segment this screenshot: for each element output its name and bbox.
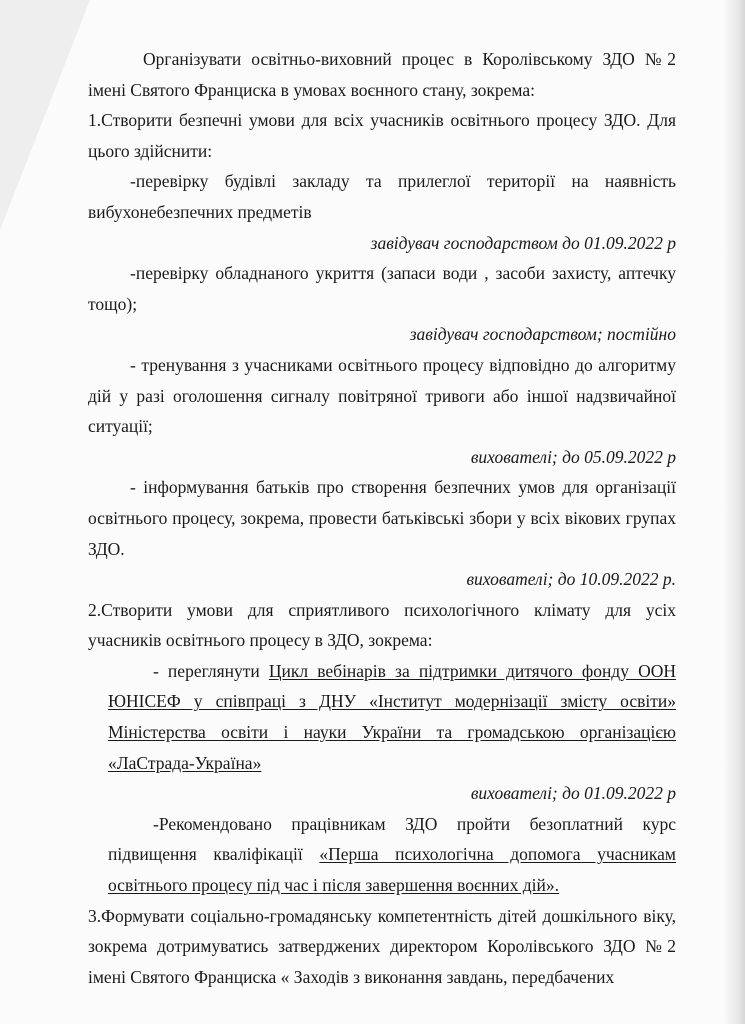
item-3-heading: 3.Формувати соціально-громадянську компетентність дітей дошкільного віку, зокрема дотримуватись затверджених директором Королівського ЗДО №2 імені Святого Франциска « Заходів з виконання завдань, передбачених (88, 905, 676, 987)
item-1a-responsible: завідувач господарством до 01.09.2022 р (370, 232, 676, 253)
item-2a-prefix: - переглянути (153, 660, 269, 681)
webinar-cycle-link[interactable]: Цикл вебінарів за підтримки дитячого фонду ООН ЮНІСЕФ у співпраці з ДНУ «Інститут модернізації змісту освіти» Міністерства освіти і науки України та громадською організацією «ЛаСтрада-Україна» (108, 660, 676, 773)
item-1-heading: 1.Створити безпечні умови для всіх учасників освітнього процесу ЗДО. Для цього здійснити: (88, 110, 676, 161)
item-2a-responsible: вихователі; до 01.09.2022 р (470, 783, 676, 804)
document-body (88, 44, 676, 992)
item-1c-text: - тренування з учасниками освітнього процесу відповідно до алгоритму дій у разі оголошення сигналу повітряної тривоги або іншої надзвичайної ситуації; (88, 354, 676, 437)
item-1d-text: - інформування батьків про створення безпечних умов для організації освітнього процесу, зокрема, провести батьківські збори у всіх вікових групах ЗДО. (88, 477, 676, 559)
first-aid-course-link[interactable]: «Перша психологічна допомога учасникам освітнього процесу під час і після завершення воєнних дій». (108, 844, 676, 896)
folded-corner (0, 0, 90, 230)
page-edge-shadow (723, 0, 745, 1024)
intro-paragraph: Організувати освітньо-виховний процес в Королівському ЗДО №2 імені Святого Франциска в умовах воєнного стану, зокрема: (88, 49, 676, 100)
item-1a-text: -перевірку будівлі закладу та прилеглої території на наявність вибухонебезпечних предметів (88, 171, 676, 222)
item-1b-responsible: завідувач господарством; постійно (409, 324, 676, 345)
item-2-heading: 2.Створити умови для сприятливого психологічного клімату для усіх учасників освітнього процесу в ЗДО, зокрема: (88, 599, 676, 651)
item-1c-responsible: вихователі; до 05.09.2022 р (470, 446, 676, 467)
item-1d-responsible: вихователі; до 10.09.2022 р. (466, 569, 676, 590)
item-2b-text (108, 809, 676, 901)
item-2a-text (108, 656, 676, 778)
item-2b-prefix: -Рекомендовано працівникам ЗДО пройти безоплатний курс підвищення кваліфікації (108, 813, 676, 865)
item-1b-text: -перевірку обладнаного укриття (запаси води , засоби захисту, аптечку тощо); (88, 263, 676, 314)
